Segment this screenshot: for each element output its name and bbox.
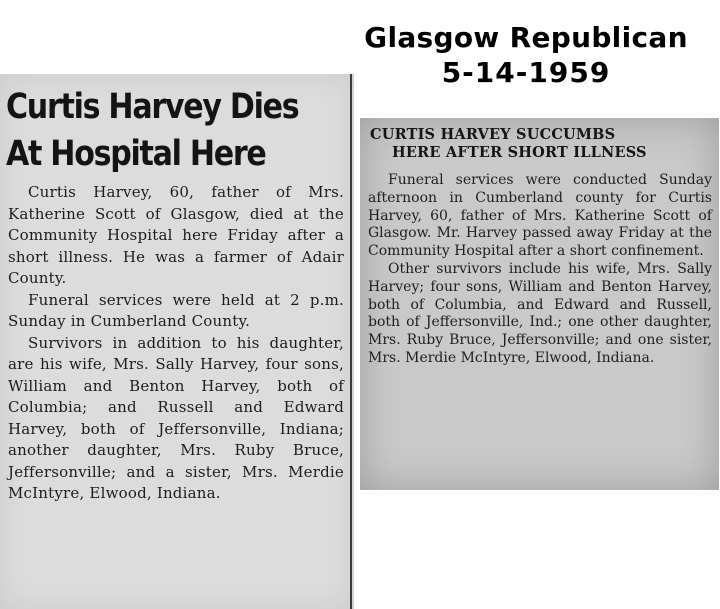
source-caption — [356, 20, 696, 90]
right-article-body — [368, 172, 712, 368]
left-headline-line-1: Curtis Harvey Dies — [6, 87, 299, 127]
publication-date: 5-14-1959 — [441, 56, 611, 89]
right-clipping — [360, 118, 719, 490]
right-headline-line-1: CURTIS HARVEY SUCCUMBS — [370, 126, 616, 143]
left-headline — [6, 84, 299, 178]
left-article-body — [8, 182, 344, 505]
left-headline-line-2: At Hospital Here — [6, 134, 266, 174]
left-paragraph-3: Survivors in addition to his daughter, are his wife, Mrs. Sally Harvey, four sons, William and Benton Harvey, both of Columbia; and Russell and Edward Harvey, both of Jeffersonville, Indiana; another daughter, Mrs. Ruby Bruce, Jeffersonville; and a sister, Mrs. Merdie McIntyre, Elwood, Indiana. — [8, 333, 344, 502]
publication-name: Glasgow Republican — [364, 21, 688, 54]
left-clipping — [0, 74, 354, 609]
left-paragraph-2: Funeral services were held at 2 p.m. Sunday in Cumberland County. — [8, 290, 344, 330]
left-paragraph-1: Curtis Harvey, 60, father of Mrs. Katherine Scott of Glasgow, died at the Community Hospital here Friday after a short illness. He was a farmer of Adair County. — [8, 183, 344, 287]
right-headline — [370, 126, 715, 162]
right-paragraph-2: Other survivors include his wife, Mrs. Sally Harvey; four sons, William and Benton Harvey, both of Columbia, and Edward and Russell, both of Jeffersonville, Ind.; one other daughter, Mrs. Ruby Bruce, Jeffersonville; and one sister, Mrs. Merdie McIntyre, Elwood, Indiana. — [368, 260, 712, 366]
column-rule — [350, 74, 352, 609]
right-paragraph-1: Funeral services were conducted Sunday afternoon in Cumberland county for Curtis Harvey, 60, father of Mrs. Katherine Scott of Glasgow. Mr. Harvey passed away Friday at the Community Hospital after a short confinement. — [368, 172, 712, 260]
right-headline-line-2: HERE AFTER SHORT ILLNESS — [392, 144, 647, 161]
